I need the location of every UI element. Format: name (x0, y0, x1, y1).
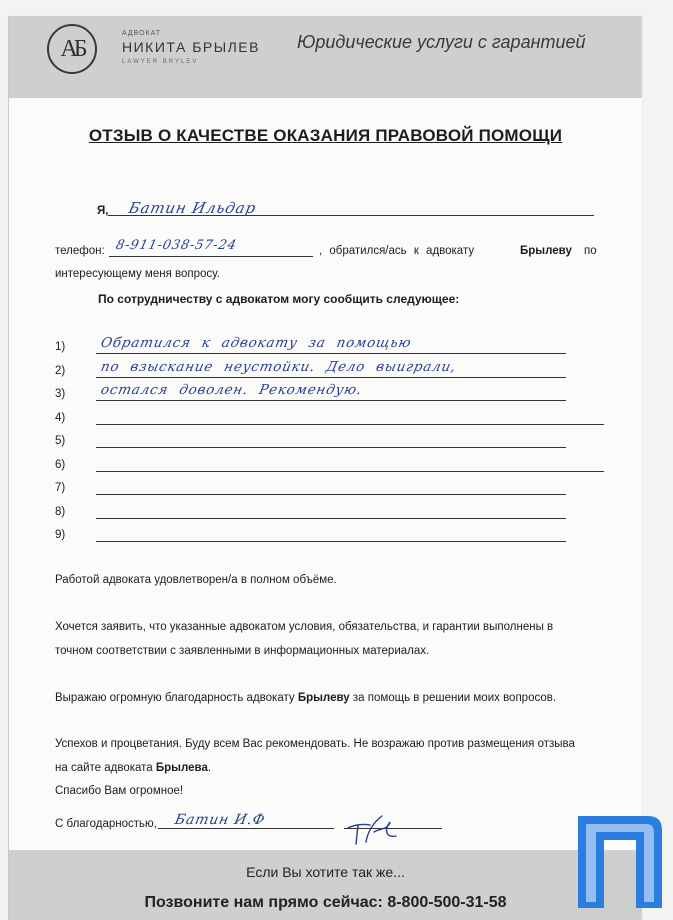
paragraph-guarantee-line1: Хочется заявить, что указанные адвокатом условия, обязательства, и гарантии выполнены в (55, 621, 554, 633)
logo-name: НИКИТА БРЫЛЕВ (122, 39, 260, 55)
line-number: 5) (55, 435, 66, 447)
gratitude-post: за помощь в решении моих вопросов. (349, 692, 557, 704)
sign-label: С благодарностью, (55, 818, 157, 830)
answer-line (96, 424, 604, 425)
lawyer-name: Брылеву (520, 245, 572, 257)
wishes-name: Брылева (155, 762, 208, 774)
answer-handwritten: остался доволен. Рекомендую. (99, 382, 364, 398)
review-sheet (8, 16, 642, 920)
header-band (9, 16, 642, 98)
po-text: по (584, 245, 597, 257)
name-handwritten: Батин Ильдар (127, 199, 258, 217)
page-title: ОТЗЫВ О КАЧЕСТВЕ ОКАЗАНИЯ ПРАВОВОЙ ПОМОЩИ (88, 126, 563, 145)
answer-line (96, 447, 566, 448)
answer-line (96, 541, 566, 542)
footer-call: Позвоните нам прямо сейчас: 8-800-500-31-58 (144, 894, 507, 911)
sign-name-line (158, 828, 334, 829)
applied-text: , обратился/ась к адвокату (319, 245, 475, 257)
paragraph-wishes-line2 (55, 762, 211, 774)
logo-glyph: АБ (60, 35, 84, 62)
subtitle: По сотрудничеству с адвокатом могу сообщить следующее: (98, 292, 460, 306)
line-number: 7) (55, 482, 66, 494)
answer-handwritten: по взыскание неустойки. Дело выиграли, (99, 359, 458, 375)
brand-badge-icon (574, 810, 666, 910)
logo-caption: АДВОКАТ (122, 30, 161, 37)
phone-label: телефон: (55, 245, 105, 257)
logo-emblem (47, 24, 97, 74)
logo-subcaption: LAWYER BRYLEV (122, 59, 199, 65)
line-number: 9) (55, 529, 66, 541)
signature-mark (344, 812, 404, 848)
line-number: 8) (55, 506, 66, 518)
line-number: 1) (55, 341, 66, 353)
wishes-post: . (207, 762, 212, 774)
answer-line (96, 400, 566, 401)
sign-name-handwritten: Батин И.Ф (173, 812, 267, 828)
paragraph-gratitude (55, 692, 556, 704)
phone-handwritten: 8-911-038-57-24 (114, 238, 239, 253)
paragraph-satisfied: Работой адвоката удовлетворен/а в полном объёме. (55, 574, 337, 586)
answer-handwritten: Обратился к адвокату за помощью (99, 335, 413, 351)
i-label: Я, (97, 205, 109, 217)
line-number: 6) (55, 459, 66, 471)
paragraph-wishes-line1: Успехов и процветания. Буду всем Вас рекомендовать. Не возражаю против размещения отзыва (55, 738, 575, 750)
line-number: 4) (55, 412, 66, 424)
gratitude-pre: Выражаю огромную благодарность адвокату (55, 692, 298, 704)
paragraph-thanks: Спасибо Вам огромное! (55, 785, 184, 797)
answer-line (96, 353, 566, 354)
answer-line (96, 377, 566, 378)
paragraph-guarantee-line2: точном соответствии с заявленными в информационных материалах. (55, 645, 430, 657)
footer-band (9, 850, 642, 920)
line-number: 2) (55, 365, 66, 377)
line-number: 3) (55, 388, 66, 400)
answer-line (96, 518, 566, 519)
answer-line (96, 494, 566, 495)
wishes-pre: на сайте адвоката (55, 762, 156, 774)
gratitude-name: Брылеву (297, 692, 350, 704)
question-text: интересующему меня вопросу. (55, 268, 220, 280)
slogan: Юридические услуги с гарантией (297, 32, 586, 52)
answer-line (96, 471, 604, 472)
phone-line (109, 256, 313, 257)
footer-question: Если Вы хотите так же... (246, 864, 405, 880)
